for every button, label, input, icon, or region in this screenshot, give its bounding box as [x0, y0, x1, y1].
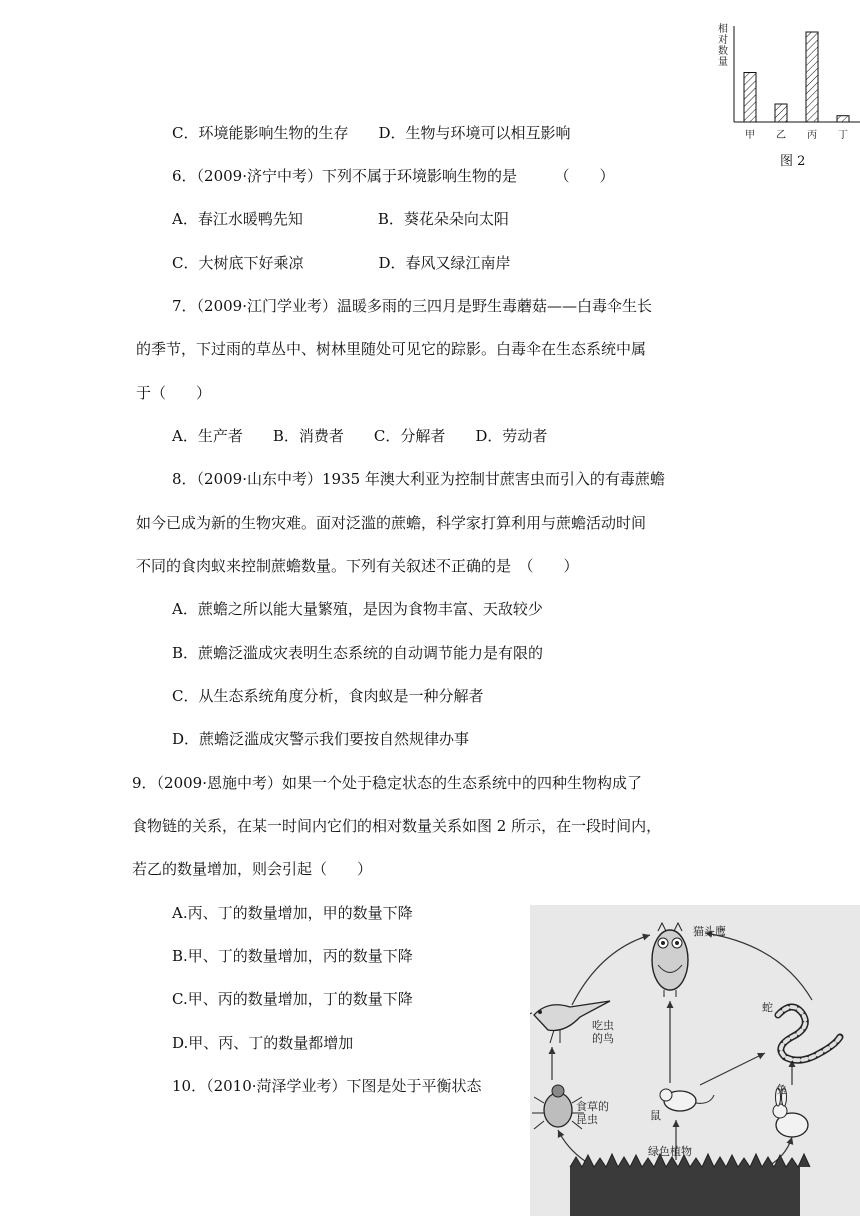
line-12: B．蔗蟾泛滥成灾表明生态系统的自动调节能力是有限的 [172, 644, 544, 662]
figure-2 [712, 18, 860, 168]
line-19: B.甲、丁的数量增加，丙的数量下降 [172, 947, 413, 965]
line-18: A.丙、丁的数量增加，甲的数量下降 [172, 904, 413, 922]
label-bird: 吃虫的鸟 [592, 1019, 614, 1045]
line-4: 7．（2009·江门学业考）温暖多雨的三四月是野生毒蘑菇——白毒伞生长 [172, 297, 652, 315]
line-0: C．环境能影响生物的生存 D．生物与环境可以相互影响 [172, 124, 571, 142]
food-web-drawing [530, 905, 860, 1216]
x-tick-label-3: 丁 [838, 130, 848, 141]
bar-1 [775, 104, 787, 122]
plants-icon [570, 1154, 810, 1216]
x-tick-label-1: 乙 [776, 130, 786, 141]
arrow-mouse-to-snake [700, 1053, 765, 1085]
line-22: 10．（2010·菏泽学业考）下图是处于平衡状态 [172, 1077, 482, 1095]
figure-2-caption: 图 2 [780, 154, 806, 169]
line-14: D．蔗蟾泛滥成灾警示我们要按自然规律办事 [172, 730, 470, 748]
bar-2 [806, 32, 818, 122]
x-tick-label-2: 丙 [807, 130, 817, 141]
label-insect: 食草的昆虫 [576, 1100, 609, 1126]
snake-icon [778, 1007, 840, 1060]
line-8: 8．（2009·山东中考）1935 年澳大利亚为控制甘蔗害虫而引入的有毒蔗蟾 [172, 470, 665, 488]
line-20: C.甲、丙的数量增加，丁的数量下降 [172, 990, 413, 1008]
line-9: 如今已成为新的生物灾难。面对泛滥的蔗蟾，科学家打算利用与蔗蟾活动时间 [136, 514, 647, 532]
mouse-icon [660, 1089, 714, 1111]
label-rabbit: 兔 [776, 1083, 787, 1096]
label-owl: 猫头鹰 [693, 925, 726, 938]
line-16: 食物链的关系，在某一时间内它们的相对数量关系如图 2 所示，在一段时间内， [132, 817, 662, 835]
label-snake: 蛇 [762, 1001, 773, 1014]
line-1: 6．（2009·济宁中考）下列不属于环境影响生物的是 （ ） [172, 167, 615, 185]
line-2: A．春江水暖鸭先知 B．葵花朵朵向太阳 [172, 210, 509, 228]
line-5: 的季节，下过雨的草丛中、树林里随处可见它的踪影。白毒伞在生态系统中属 [136, 340, 647, 358]
line-3: C．大树底下好乘凉 D．春风又绿江南岸 [172, 254, 511, 272]
arrow-snake-to-owl [705, 933, 812, 1000]
label-plants: 绿色植物 [648, 1145, 692, 1158]
label-mouse: 鼠 [650, 1109, 661, 1122]
line-17: 若乙的数量增加，则会引起（ ） [132, 860, 373, 878]
x-tick-label-0: 甲 [745, 130, 755, 141]
bar-3 [837, 116, 849, 122]
food-web-figure [530, 905, 860, 1216]
line-11: A．蔗蟾之所以能大量繁殖，是因为食物丰富、天敌较少 [172, 600, 543, 618]
line-7: A．生产者 B．消费者 C．分解者 D．劳动者 [172, 427, 548, 445]
bar-0 [744, 73, 756, 123]
figure-2-ylabel: 相对数量 [718, 24, 728, 68]
line-10: 不同的食肉蚁来控制蔗蟾数量。下列有关叙述不正确的是 （ ） [136, 557, 579, 575]
line-13: C．从生态系统角度分析，食肉蚁是一种分解者 [172, 687, 484, 705]
arrow-bird-to-owl [572, 935, 650, 1005]
figure-2-chart [712, 18, 860, 128]
line-15: 9．（2009·恩施中考）如果一个处于稳定状态的生态系统中的四种生物构成了 [132, 774, 642, 792]
owl-icon [652, 923, 688, 997]
line-6: 于（ ） [136, 384, 212, 402]
line-21: D.甲、丙、丁的数量都增加 [172, 1034, 354, 1052]
